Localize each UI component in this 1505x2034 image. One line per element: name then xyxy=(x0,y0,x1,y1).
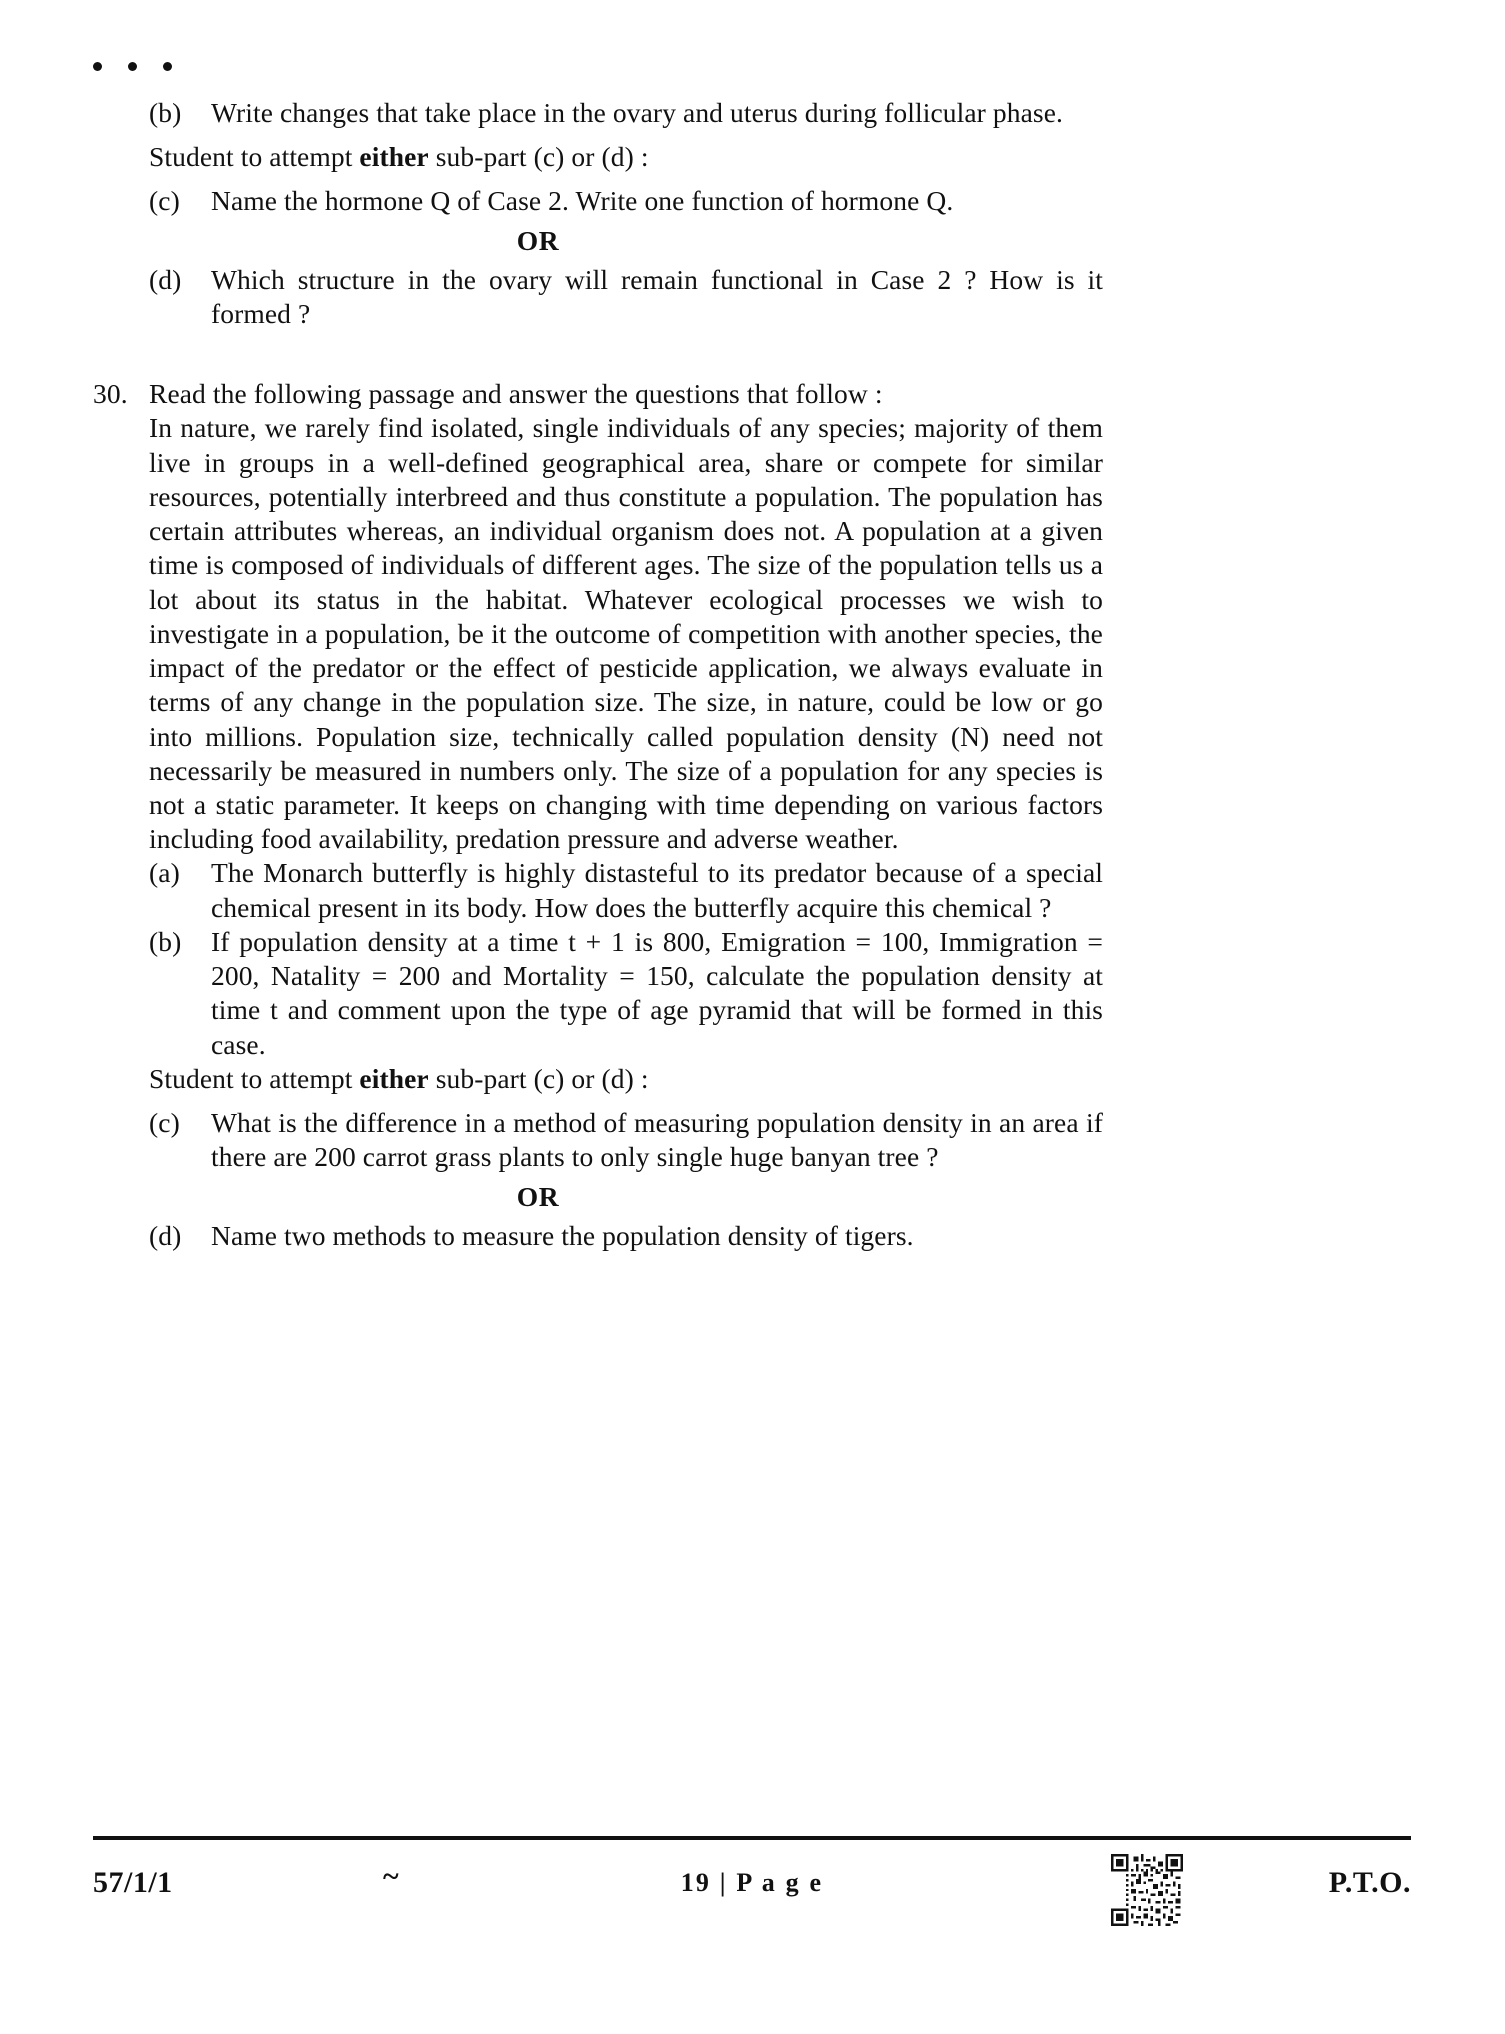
page-content xyxy=(93,96,1103,1253)
part-label-b: (b) xyxy=(149,925,182,957)
part-label-c: (c) xyxy=(149,185,180,217)
spacer xyxy=(93,331,1103,377)
or-divider-30: OR xyxy=(516,1180,560,1212)
question-30-stem-text: Read the following passage and answer the questions that follow : xyxy=(149,378,883,410)
spacer xyxy=(93,1096,1103,1106)
instruction-suffix: sub-part (c) or (d) : xyxy=(428,141,649,173)
question-29-part-c xyxy=(149,184,1103,218)
question-number-30: 30. xyxy=(93,378,128,410)
part-text-b: Write changes that take place in the ovary and uterus during follicular phase. xyxy=(211,97,1064,128)
question-30-passage-row xyxy=(93,411,1103,856)
question-29-attempt-instruction xyxy=(149,140,1103,174)
part-text-d: Name two methods to measure the population density of tigers. xyxy=(211,1219,914,1251)
page-number-label: 19 | P a g e xyxy=(680,1868,824,1897)
question-30-stem xyxy=(93,377,1103,411)
qr-code-icon xyxy=(1111,1854,1183,1926)
part-label-a: (a) xyxy=(149,857,180,889)
part-text-b: If population density at a time t + 1 is 800, Emigration = 100, Immigration = 200, Natality = 200 and Mortality = 150, calculate the population density at time t and comment upon the type of age pyramid that will be formed in this case. xyxy=(211,925,1103,1060)
question-30-part-b xyxy=(149,925,1103,1062)
spacer xyxy=(93,130,1103,140)
part-label-c: (c) xyxy=(149,1107,180,1139)
page-footer xyxy=(93,1854,1411,1950)
dot-icon xyxy=(128,62,137,71)
instruction-prefix: Student to attempt xyxy=(149,141,360,173)
question-30-attempt-instruction xyxy=(149,1062,1103,1096)
tilde-mark: ~ xyxy=(383,1860,399,1893)
instruction-emphasis: either xyxy=(359,141,429,173)
part-text-d: Which structure in the ovary will remain functional in Case 2 ? How is it formed ? xyxy=(211,263,1103,329)
spacer xyxy=(93,174,1103,184)
dot-icon xyxy=(163,62,172,71)
part-text-a: The Monarch butterfly is highly distasteful to its predator because of a special chemical present in its body. How does the butterfly acquire this chemical ? xyxy=(211,857,1103,923)
question-30-part-a xyxy=(149,856,1103,924)
or-divider-29: OR xyxy=(516,224,560,256)
top-dot-marks xyxy=(93,62,172,71)
part-text-c: What is the difference in a method of measuring population density in an area if there are 200 carrot grass plants to only single huge banyan tree ? xyxy=(211,1107,1103,1173)
question-30-passage: In nature, we rarely find isolated, single individuals of any species; majority of them live in groups in a well-defined geographical area, share or compete for similar resources, potentially interbreed and thus constitute a population. The population has certain attributes whereas, an individual organism does not. A population at a given time is composed of individuals of different ages. The size of the population tells us a lot about its status in the habitat. Whatever ecological processes we wish to investigate in a population, be it the outcome of competition with another species, the impact of the predator or the effect of pesticide application, we always evaluate in terms of any change in the population size. The size, in nature, could be low or go into millions. Population size, technically called population density (N) need not necessarily be measured in numbers only. The size of a population for any species is not a static parameter. It keeps on changing with time depending on various factors including food availability, predation pressure and adverse weather. xyxy=(149,412,1103,855)
question-29-part-b xyxy=(149,96,1103,130)
footer-divider xyxy=(93,1836,1411,1840)
instruction-prefix: Student to attempt xyxy=(149,1062,360,1094)
pto-label: P.T.O. xyxy=(1328,1866,1411,1899)
part-label-b: (b) xyxy=(149,97,182,128)
dot-icon xyxy=(93,62,102,71)
part-text-c: Name the hormone Q of Case 2. Write one function of hormone Q. xyxy=(211,185,954,217)
part-label-d: (d) xyxy=(149,1219,182,1251)
paper-code-label: 57/1/1 xyxy=(93,1866,173,1899)
instruction-emphasis: either xyxy=(359,1062,429,1094)
passage-indent-spacer xyxy=(93,411,149,445)
part-label-d: (d) xyxy=(149,263,182,295)
question-30-part-c xyxy=(149,1106,1103,1174)
question-30-part-d xyxy=(149,1219,1103,1253)
question-29-part-d xyxy=(149,263,1103,331)
instruction-suffix: sub-part (c) or (d) : xyxy=(428,1062,649,1094)
